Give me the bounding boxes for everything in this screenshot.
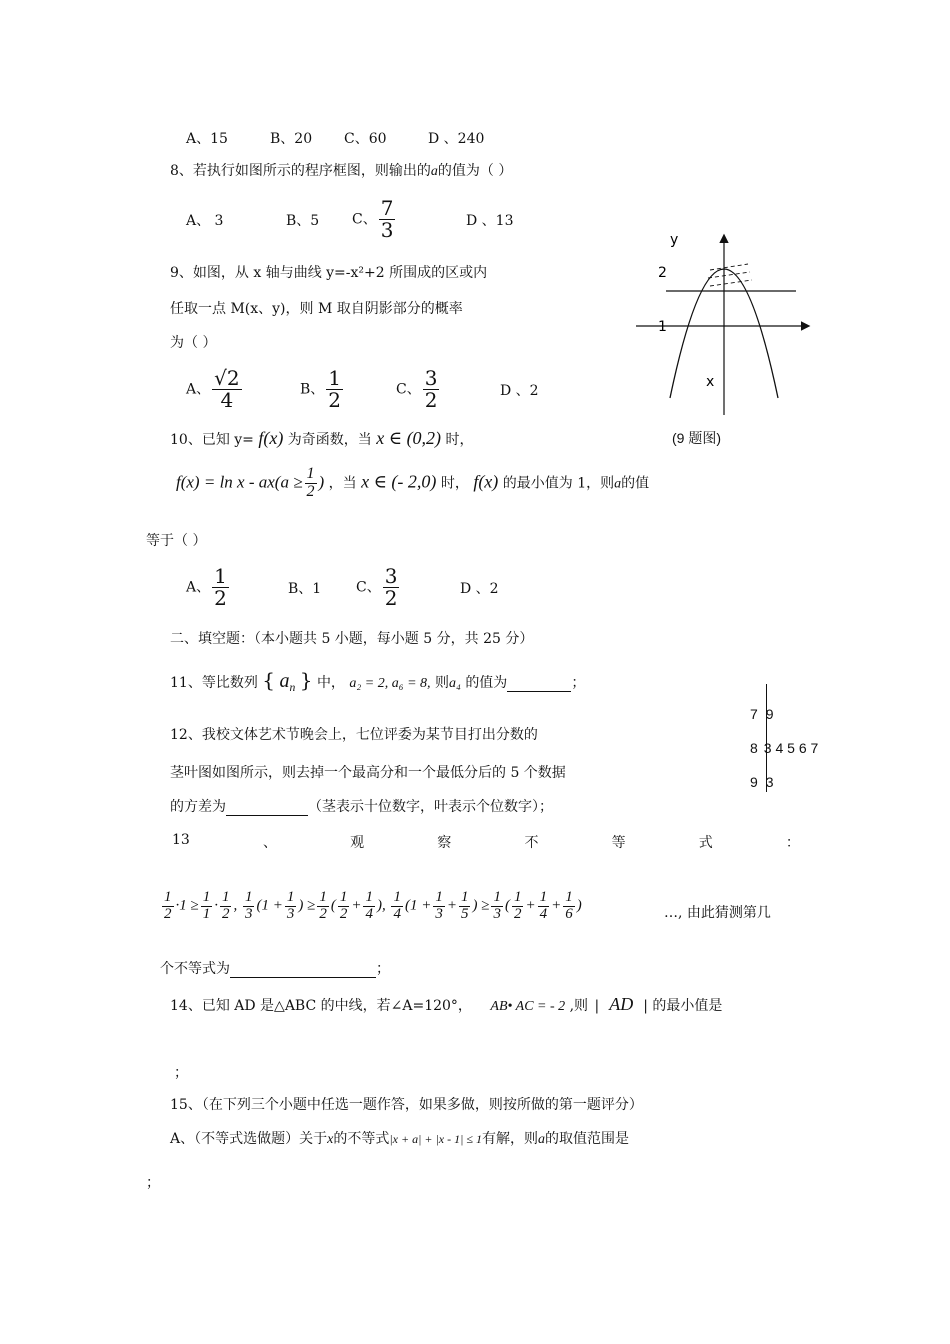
q8-c-fraction: $\frac{7}{3}$ — [380, 196, 394, 242]
q13-answer-blank[interactable] — [230, 961, 376, 978]
q15-line1: 15、（在下列三个小题中任选一题作答，如果多做，则按所做的第一题评分） — [170, 1097, 643, 1113]
q8-option-c: C、 $\frac{7}{3}$ — [352, 196, 394, 242]
q13-guess: …, 由此猜测第几 — [664, 905, 771, 921]
x-axis-label: x — [706, 374, 715, 390]
q12-line2: 茎叶图如图所示，则去掉一个最高分和一个最低分后的 5 个数据 — [170, 765, 566, 781]
q14-line1: 14、已知 AD 是△ABC 的中线，若∠A=120°， AB• AC = - 2 ,则 | AD | 的最小值是 — [170, 994, 723, 1014]
q8-option-b: B、5 — [286, 213, 320, 229]
q10-option-d: D 、2 — [460, 581, 499, 597]
q7-option-b: B、20 — [270, 131, 313, 147]
q7-option-a: A、15 — [186, 131, 228, 147]
q13-line1: 13 、 观 察 不 等 式 ： — [172, 832, 800, 851]
q10-option-b: B、1 — [288, 581, 322, 597]
q8-option-d: D 、13 — [466, 213, 514, 229]
q13-line3: 个不等式为 ； — [160, 961, 390, 977]
q10-line2: f(x) = ln x - ax(a ≥ $\frac{1}{2}$ ) ，当 x ∈ (- 2,0) 时， f(x) 的最小值为 1，则a的值 — [176, 465, 650, 500]
q9-option-c: C、 $\frac{3}{2}$ — [396, 366, 438, 412]
y-axis-label: y — [670, 232, 679, 248]
q7-option-c: C、60 — [344, 131, 387, 147]
q10-option-a: A、 $\frac{1}{2}$ — [186, 564, 227, 610]
q12-answer-blank[interactable] — [226, 799, 308, 816]
q14-line2: ； — [174, 1065, 188, 1081]
q9-option-d: D 、2 — [500, 383, 539, 399]
q9-option-a: A、 $\frac{√2}{4}$ — [186, 366, 240, 412]
stemleaf-row-8: 8 3 4 5 6 7 — [750, 740, 819, 756]
q9-line3: 为（ ） — [170, 335, 217, 351]
figure-9-caption: (9 题图) — [672, 430, 721, 446]
tick-1: 1 — [658, 319, 667, 335]
q11-line: 11、等比数列 { $a_n$ } 中， a₂ = 2, a₆ = 8, 则a₄ 的值为 ； — [170, 668, 586, 694]
q12-line3: 的方差为 （茎表示十位数字，叶表示个位数字）； — [170, 799, 553, 815]
q7-option-d: D 、240 — [428, 131, 485, 147]
q15-line2: ； — [146, 1175, 160, 1191]
figure-9-parabola — [630, 230, 820, 450]
q9-option-b: B、 $\frac{1}{2}$ — [300, 366, 342, 412]
q15-option-a: A、（不等式选做题）关于x的不等式|x + a| + |x - 1| ≤ 1有解，则a的取值范围是 — [170, 1131, 629, 1147]
q11-answer-blank[interactable] — [507, 675, 571, 692]
q8-stem: 8、若执行如图所示的程序框图，则输出的a的值为（ ） — [170, 163, 513, 179]
shaded-region — [708, 264, 752, 286]
q12-line1: 12、我校文体艺术节晚会上，七位评委为某节目打出分数的 — [170, 727, 538, 743]
stemleaf-row-7: 7 9 — [750, 706, 774, 722]
tick-2: 2 — [658, 265, 667, 281]
section-2-heading: 二、填空题：（本小题共 5 小题，每小题 5 分，共 25 分） — [170, 631, 534, 647]
stemleaf-row-9: 9 3 — [750, 774, 774, 790]
q8-option-a: A、 3 — [186, 213, 224, 229]
q9-line1: 9、如图，从 x 轴与曲线 y=-x²+2 所围成的区或内 — [170, 265, 488, 281]
q13-inequalities: $\frac{1}{2}$ ·1 ≥ $\frac{1}{1}$ · $\frac{1}{2}$ , $\frac{1}{3}$ (1 + $\frac{1}{3}$ ) ≥ $\frac{1}{2}$ ( $\frac{1}{2}$ + $\frac{1}{4}$ ), $\frac{1}{4}$ (1 + $\frac{1}{3}$ + $\frac{1}{5}$ ) ≥ $\frac{1}{3}$ ( $\frac{1}{2}$ + $\frac{1}{4}$ + $\frac{1}{6}$ ) — [164, 889, 582, 922]
q10-line1: 10、已知 y= f(x) 为奇函数，当 x ∈ (0,2) 时， — [170, 428, 474, 448]
q10-line3: 等于（ ） — [146, 533, 207, 549]
q9-line2: 任取一点 M(x、y)，则 M 取自阴影部分的概率 — [170, 301, 463, 317]
q10-option-c: C、 $\frac{3}{2}$ — [356, 564, 398, 610]
